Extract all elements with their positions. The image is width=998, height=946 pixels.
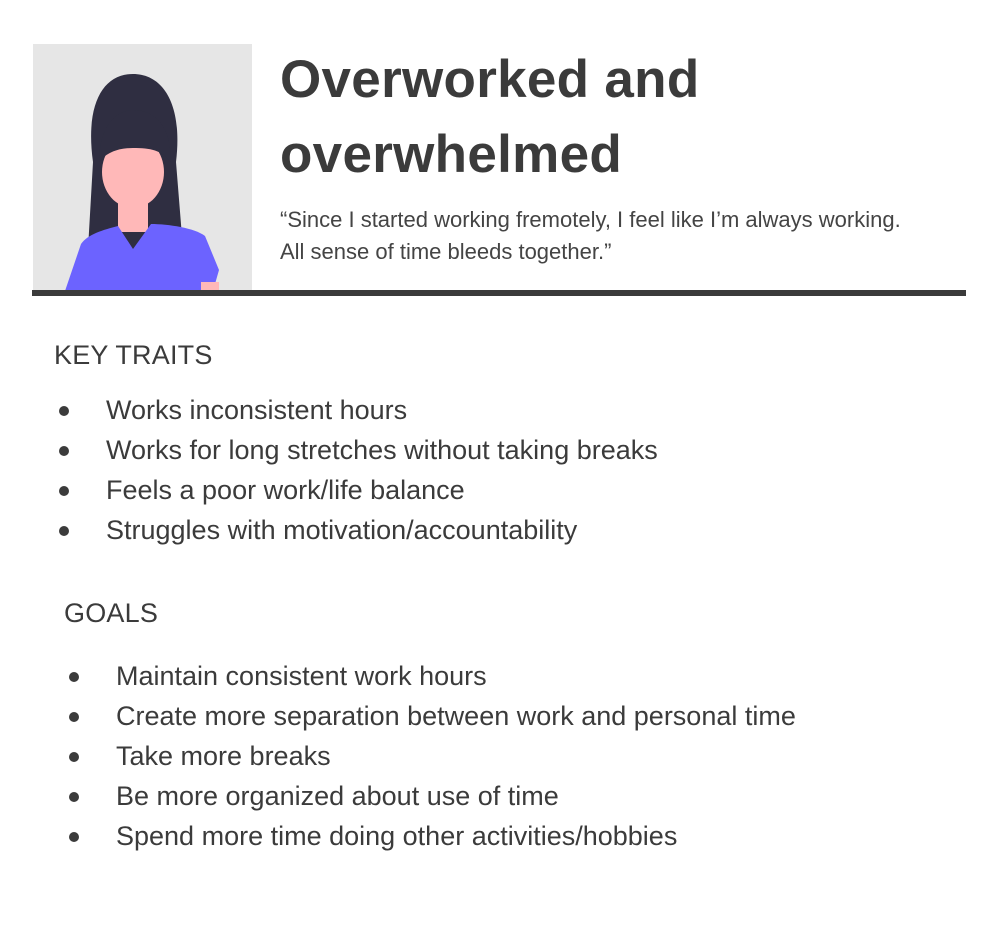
bullet-icon (59, 486, 69, 496)
list-item-text: Take more breaks (116, 741, 331, 771)
list-item-text: Maintain consistent work hours (116, 661, 487, 691)
bullet-icon (59, 526, 69, 536)
list-item (59, 470, 658, 510)
list-item-text: Be more organized about use of time (116, 781, 559, 811)
list-item (59, 390, 658, 430)
persona-title: Overworked and overwhelmed (280, 50, 700, 184)
list-item (59, 430, 658, 470)
list-item-text: Create more separation between work and personal time (116, 701, 796, 731)
list-item (69, 736, 796, 776)
list-item-text: Works for long stretches without taking breaks (106, 435, 658, 465)
goals-list (69, 656, 796, 856)
list-item-text: Works inconsistent hours (106, 395, 408, 425)
persona-avatar (33, 44, 252, 291)
bullet-icon (69, 792, 79, 802)
list-item-text: Spend more time doing other activities/hobbies (116, 821, 678, 851)
bullet-icon (59, 446, 69, 456)
list-item-text: Feels a poor work/life balance (106, 475, 465, 505)
bullet-icon (69, 752, 79, 762)
goals-heading: GOALS (64, 598, 159, 628)
list-item (69, 776, 796, 816)
persona-quote: “Since I started working fremotely, I feel like I’m always working. All sense of time bleeds together.” (280, 207, 901, 264)
list-item (59, 510, 658, 550)
list-item (69, 696, 796, 736)
list-item-text: Struggles with motivation/accountability (106, 515, 578, 545)
list-item (69, 656, 796, 696)
bullet-icon (69, 712, 79, 722)
bullet-icon (69, 672, 79, 682)
bullet-icon (69, 832, 79, 842)
woman-avatar-icon (33, 44, 252, 291)
key-traits-heading: KEY TRAITS (54, 340, 213, 370)
key-traits-list (59, 390, 658, 550)
list-item (69, 816, 796, 856)
header-divider (32, 290, 966, 296)
bullet-icon (59, 406, 69, 416)
